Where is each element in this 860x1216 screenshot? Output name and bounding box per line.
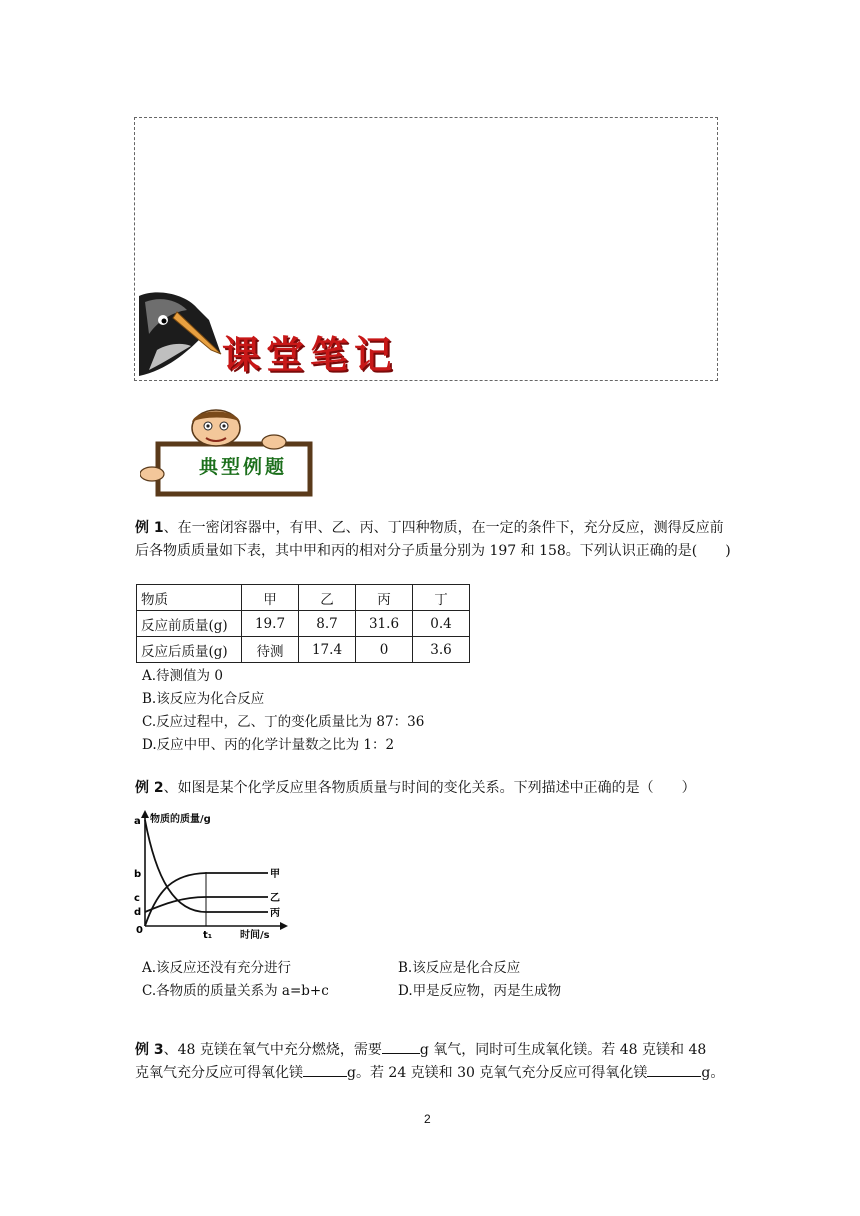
- table-header-cell: 甲: [242, 585, 299, 611]
- example-2-option-b: B.该反应是化合反应: [398, 960, 521, 976]
- example-1-option-d: D.反应中甲、丙的化学计量数之比为 1：2: [142, 737, 395, 753]
- examples-banner-label: 典型例题: [198, 456, 287, 478]
- y-axis-arrow-icon: [141, 810, 149, 818]
- table-cell: 0.4: [413, 611, 470, 637]
- table-header-cell: 丁: [413, 585, 470, 611]
- example-1-option-a: A.待测值为 0: [142, 668, 223, 684]
- series-label-jia: 甲: [270, 869, 280, 880]
- table-cell: 反应前质量(g): [137, 611, 242, 637]
- y-tick-label: b: [134, 869, 142, 880]
- answer-blank-2[interactable]: [303, 1062, 347, 1077]
- table-cell: 19.7: [242, 611, 299, 637]
- answer-blank-1[interactable]: [382, 1039, 420, 1054]
- series-label-bing: 丙: [270, 908, 280, 919]
- example-2-label: 例 2: [135, 780, 164, 796]
- example-2-text: 例 2、如图是某个化学反应里各物质质量与时间的变化关系。下列描述中正确的是（ ）: [135, 780, 696, 796]
- x-axis-label: 时间/s: [240, 930, 270, 941]
- answer-blank-3[interactable]: [647, 1062, 701, 1077]
- table-cell: 反应后质量(g): [137, 637, 242, 663]
- table-cell: 待测: [242, 637, 299, 663]
- table-header-cell: 丙: [356, 585, 413, 611]
- example-1-option-c: C.反应过程中，乙、丁的变化质量比为 87：36: [142, 714, 425, 730]
- x-tick-label: t₁: [203, 930, 213, 941]
- table-cell: 3.6: [413, 637, 470, 663]
- table-cell: 0: [356, 637, 413, 663]
- page-number: 2: [424, 1112, 431, 1126]
- example-3-label: 例 3: [135, 1042, 164, 1058]
- mass-time-chart: [130, 808, 290, 942]
- y-tick-label: a: [134, 816, 141, 827]
- example-3-line-1: 例 3、48 克镁在氧气中充分燃烧，需要 g 氧气，同时可生成氧化镁。若 48 克镁和 48: [135, 1039, 735, 1062]
- table-header-cell: 乙: [299, 585, 356, 611]
- example-2-option-a: A.该反应还没有充分进行: [142, 960, 292, 976]
- y-axis-label: 物质的质量/g: [150, 814, 211, 825]
- notes-title: 课堂笔记: [222, 332, 399, 377]
- example-3-line-2: 克氧气充分反应可得氧化镁 g。若 24 克镁和 30 克氧气充分反应可得氧化镁 g。: [135, 1062, 735, 1085]
- mass-table: [136, 584, 470, 663]
- series-label-yi: 乙: [270, 893, 280, 904]
- table-row: [137, 585, 470, 611]
- crow-pencil-icon: [137, 290, 223, 378]
- example-2-option-d: D.甲是反应物，丙是生成物: [398, 983, 562, 999]
- table-row: [137, 611, 470, 637]
- table-cell: 8.7: [299, 611, 356, 637]
- table-cell: 17.4: [299, 637, 356, 663]
- x-axis-arrow-icon: [280, 922, 288, 930]
- example-1-label: 例 1: [135, 520, 164, 536]
- table-cell: 31.6: [356, 611, 413, 637]
- table-row: [137, 637, 470, 663]
- y-tick-label: c: [134, 893, 140, 904]
- example-1-text: 例 1、在一密闭容器中，有甲、乙、丙、丁四种物质，在一定的条件下，充分反应，测得反应前后各物质质量如下表，其中甲和丙的相对分子质量分别为 197 和 158。下列认识正确的是( ): [135, 520, 731, 559]
- origin-label: 0: [136, 925, 143, 936]
- table-header-cell: 物质: [137, 585, 242, 611]
- example-1-option-b: B.该反应为化合反应: [142, 691, 265, 707]
- y-tick-label: d: [134, 907, 142, 918]
- example-2-option-c: C.各物质的质量关系为 a=b+c: [142, 983, 329, 999]
